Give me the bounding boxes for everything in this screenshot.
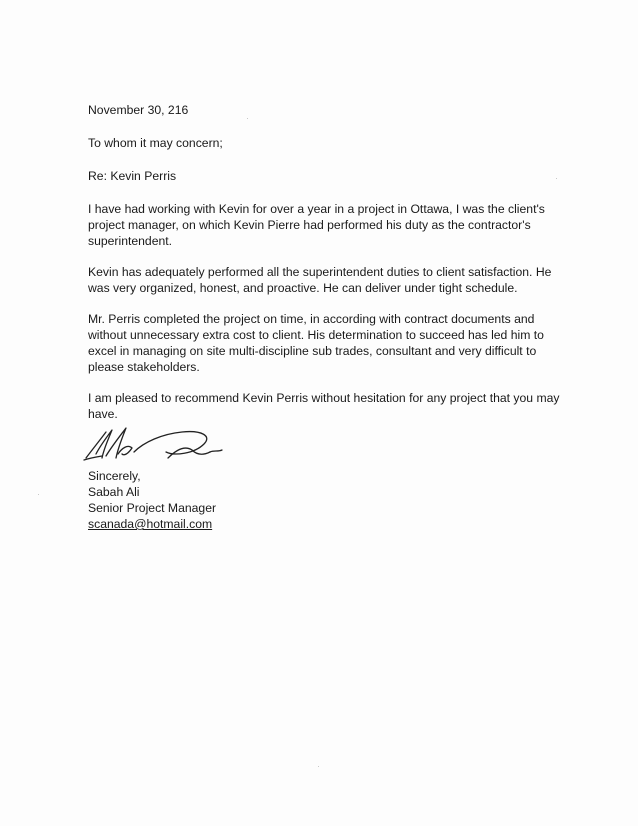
letter-subject: Re: Kevin Perris	[88, 169, 177, 183]
signer-email-link[interactable]: scanada@hotmail.com	[88, 517, 213, 531]
closing-text: Sincerely,	[88, 469, 141, 483]
letter-paragraph: Mr. Perris completed the project on time, in according with contract documents and without unnecessary extra cost to client. His determination to succeed has led him to excel in managing on site multi-discipline sub trades, consultant and very difficult to please stakeholders.	[88, 312, 544, 374]
letter-paragraph: Kevin has adequately performed all the superintendent duties to client satisfaction. He was very organized, honest, and proactive. He can deliver under tight schedule.	[88, 265, 552, 295]
letter-paragraph: I have had working with Kevin for over a year in a project in Ottawa, I was the client's project manager, on which Kevin Pierre had performed his duty as the contractor's superintendent.	[88, 202, 545, 248]
letter-closing	[88, 468, 568, 532]
scan-speck	[38, 494, 39, 495]
letter-paragraph: I am pleased to recommend Kevin Perris without hesitation for any project that you may have.	[88, 391, 560, 421]
letter-body	[88, 102, 568, 532]
letter-date: November 30, 216	[88, 103, 189, 117]
letter-salutation: To whom it may concern;	[88, 136, 223, 150]
handwritten-signature	[82, 424, 232, 468]
signer-name: Sabah Ali	[88, 485, 140, 499]
scan-speck	[318, 766, 319, 767]
signer-title: Senior Project Manager	[88, 501, 217, 515]
